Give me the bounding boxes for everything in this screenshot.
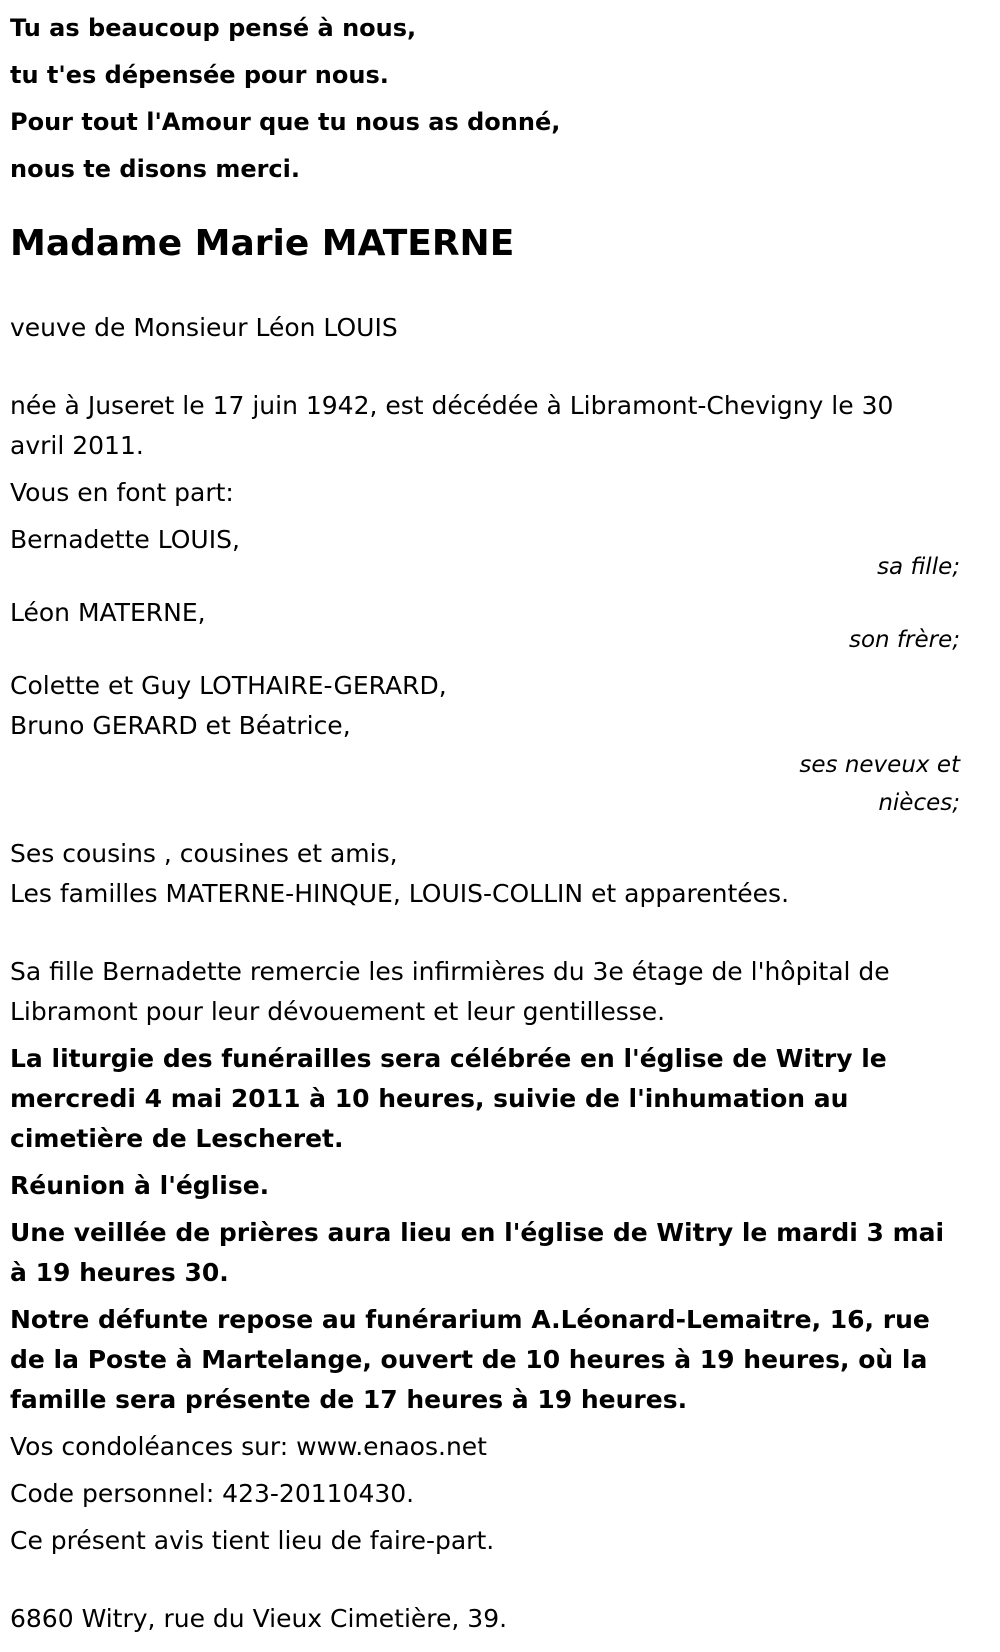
family-relation: son frère; bbox=[848, 627, 960, 653]
family-relation: ses neveux et nièces; bbox=[799, 752, 960, 816]
family-member-name: Bernadette LOUIS, bbox=[10, 525, 240, 554]
liturgy-info: La liturgie des funérailles sera célébrée en l'église de Witry le mercredi 4 mai 2011 à 10 heures, suivie de l'inhumation au cimetière de Lescheret. bbox=[10, 1044, 887, 1153]
thanks-note: Sa fille Bernadette remercie les infirmières du 3e étage de l'hôpital de Libramont pour leur dévouement et leur gentillesse. bbox=[10, 957, 890, 1026]
announcement-intro: Vous en font part: bbox=[10, 478, 234, 507]
vigil-info: Une veillée de prières aura lieu en l'église de Witry le mardi 3 mai à 19 heures 30. bbox=[10, 1218, 945, 1287]
poem-line: tu t'es dépensée pour nous. bbox=[10, 61, 389, 89]
deceased-name: Madame Marie MATERNE bbox=[10, 223, 515, 264]
notice-line: Ce présent avis tient lieu de faire-part. bbox=[10, 1526, 495, 1555]
family-entry bbox=[10, 520, 960, 586]
birth-death: née à Juseret le 17 juin 1942, est décédée à Libramont-Chevigny le 30 avril 2011. bbox=[10, 391, 894, 460]
repose-info: Notre défunte repose au funérarium A.Léonard-Lemaitre, 16, rue de la Poste à Martelange, ouvert de 10 heures à 19 heures, où la famille sera présente de 17 heures à 19 heures. bbox=[10, 1305, 930, 1414]
condolences-line: Vos condoléances sur: www.enaos.net bbox=[10, 1432, 487, 1461]
family-relation: sa fille; bbox=[877, 554, 960, 580]
family-entry bbox=[10, 666, 960, 822]
address-line: 6860 Witry, rue du Vieux Cimetière, 39. bbox=[10, 1604, 508, 1633]
mourners-line: Les familles MATERNE-HINQUE, LOUIS-COLLIN et apparentées. bbox=[10, 879, 790, 908]
poem-line: Tu as beaucoup pensé à nous, bbox=[10, 14, 417, 42]
family-member-name: Bruno GERARD et Béatrice, bbox=[10, 711, 351, 740]
other-mourners bbox=[10, 834, 960, 914]
poem-line: Pour tout l'Amour que tu nous as donné, bbox=[10, 108, 561, 136]
family-entry bbox=[10, 593, 960, 659]
poem-line: nous te disons merci. bbox=[10, 155, 301, 183]
mourners-line: Ses cousins , cousines et amis, bbox=[10, 839, 398, 868]
family-member-name: Léon MATERNE, bbox=[10, 598, 206, 627]
widow-of: veuve de Monsieur Léon LOUIS bbox=[10, 313, 398, 342]
meeting-info: Réunion à l'église. bbox=[10, 1171, 270, 1200]
personal-code: Code personnel: 423-20110430. bbox=[10, 1479, 415, 1508]
poem bbox=[10, 5, 960, 193]
family-member-name: Colette et Guy LOTHAIRE-GERARD, bbox=[10, 671, 447, 700]
